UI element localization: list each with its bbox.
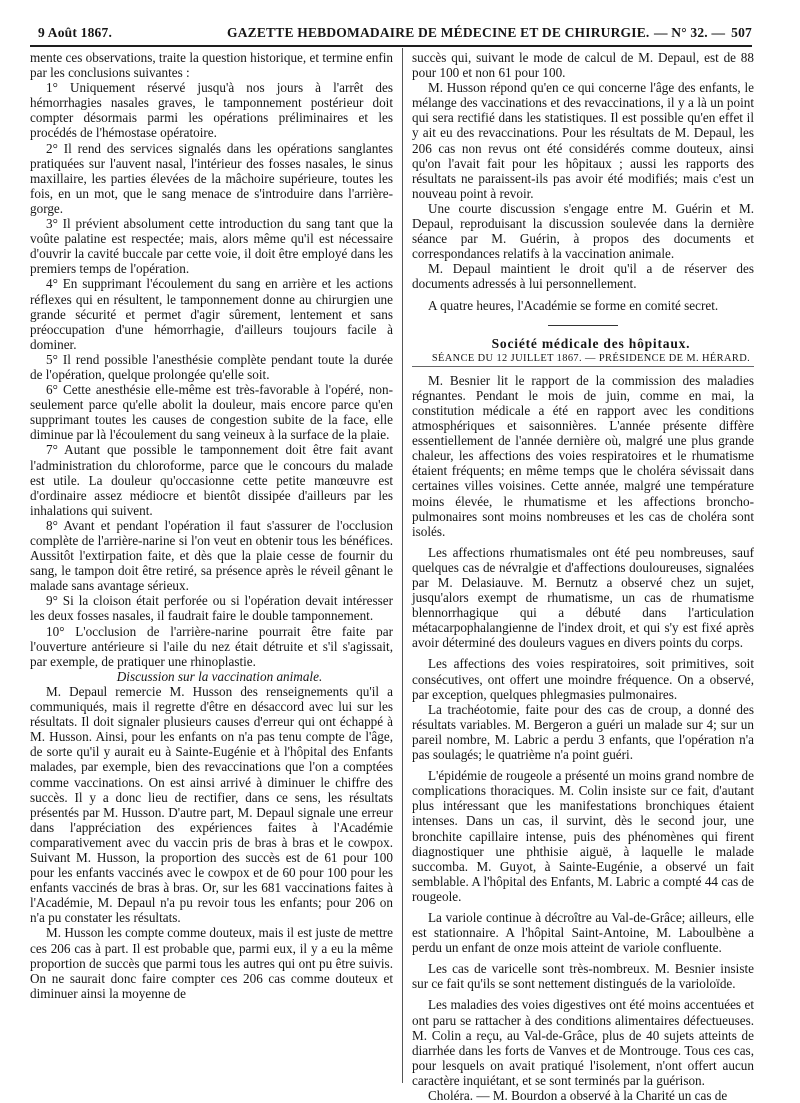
society-paragraph: La variole continue à décroître au Val-de-Grâce; ailleurs, elle est stationnaire. A l'hôpital Saint-Antoine, M. Laboulbène a perdu un enfant de onze mois atteint de variole confluente.	[412, 909, 754, 956]
header-date: 9 Août 1867.	[38, 25, 113, 40]
header-rule	[30, 45, 752, 47]
paragraph: M. Depaul maintient le droit qu'il a de réserver des documents adressés à lui personnellement.	[412, 261, 754, 292]
society-paragraph: Les affections des voies respiratoires, soit primitives, soit consécutives, ont offert une moindre fréquence. On a observé, par exception, quelques phlegmasies pulmonaires.	[412, 656, 754, 702]
paragraph: mente ces observations, traite la question historique, et termine enfin par les conclusions suivantes :	[30, 50, 393, 81]
conclusion-5: 5° Il rend possible l'anesthésie complète pendant toute la durée de l'opération, quelque prolongée qu'elle soit.	[30, 351, 393, 382]
conclusion-6: 6° Cette anesthésie elle-même est très-favorable à l'opéré, non-seulement parce qu'elle abolit la douleur, mais encore parce qu'en supprimant toutes les causes de congestion subite de la face, elle diminue par là l'écoulement du sang veineux à la surface de la plaie.	[30, 382, 393, 443]
conclusion-9: 9° Si la cloison était perforée ou si l'opération devait intéresser les deux fosses nasales, il faudrait faire le double tamponnement.	[30, 593, 393, 624]
paragraph: A quatre heures, l'Académie se forme en comité secret.	[428, 297, 719, 313]
conclusion-10: 10° L'occlusion de l'arrière-narine pourrait être faite par l'ouverture antérieure si l'aile du nez était détruite et s'il s'agissait, par exemple, de pratiquer une rhinoplastie.	[30, 623, 393, 669]
paragraph: succès qui, suivant le mode de calcul de M. Depaul, est de 88 pour 100 et non 61 pour 100.	[412, 50, 754, 81]
conclusion-2: 2° Il rend des services signalés dans les opérations sanglantes pratiquées sur l'auvent nasal, l'intérieur des fosses nasales, le sinus maxillaire, les parties élevées de la mâchoire supérieure, toutes les fois, en un mot, que le sang menace de s'introduire dans l'arrière-gorge.	[30, 140, 393, 216]
column-divider	[402, 48, 403, 1083]
conclusion-8: 8° Avant et pendant l'opération il faut s'assurer de l'occlusion complète de l'arrière-narine si l'on veut en obtenir tous les bénéfices. Aussitôt l'extirpation faite, et dès que la plaie cesse de fournir du sang, le tampon doit être retiré, sa présence après le réveil gênant le malade sans avantage sérieux.	[30, 517, 393, 594]
page-header	[30, 22, 752, 44]
section-subheading: Discussion sur la vaccination animale.	[116, 668, 323, 684]
paragraph: M. Husson répond qu'en ce qui concerne l'âge des enfants, le mélange des vaccinations et des revaccinations, il y a là un point qui sera rectifié dans les statistiques. Il est possible qu'en effet il y ait eu des revaccinations. Pour les résultats de M. Depaul, les 206 cas non revus ont été considérés comme douteux, ainsi qu'on l'avait fait pour les hôpitaux ; aussi les rapports des résultats ne paraissent-ils pas avoir été modifiés; mais c'est un nouveau point à revoir.	[412, 80, 754, 201]
society-paragraph: La trachéotomie, faite pour des cas de croup, a donné des résultats variables. M. Bergeron a guéri un malade sur 4; sur un pareil nombre, M. Labric a perdu 3 enfants, que l'opération n'a pas soulagés; le quatrième n'a point guéri.	[412, 701, 754, 763]
conclusion-7: 7° Autant que possible le tamponnement doit être fait avant l'administration du chloroforme, parce que le concours du malade est utile. La douleur qu'occasionne cette petite manœuvre est d'ordinaire assez médiocre et bientôt dissipée d'ailleurs par les inhalations qui suivent.	[30, 442, 393, 518]
society-paragraph: Choléra. — M. Bourdon a observé à la Charité un cas de	[428, 1088, 728, 1103]
header-page-number: 507	[731, 25, 752, 40]
right-column	[412, 50, 754, 1103]
society-paragraph: Les maladies des voies digestives ont été moins accentuées et ont paru se rattacher à des conditions alimentaires défectueuses. M. Colin a reçu, au Val-de-Grâce, plus de 40 sujets atteints de diarrhée dans les forts de Vanves et de Montrouge. Tous ces cas, pour lesquels on avait pratiqué l'isolement, n'ont offert aucun caractère inquiétant, et se sont terminés par la guérison.	[412, 997, 754, 1088]
society-paragraph: Les affections rhumatismales ont été peu nombreuses, sauf quelques cas de névralgie et d'affections douloureuses, signalées par M. Delasiauve. M. Bernutz a observé chez un sujet, jusqu'alors exempt de rhumatisme, un cas de rhumatisme blennorrhagique qui a débuté dans l'articulation métacarpophalangienne de l'index droit, et qui s'y est fixé après avoir déterminé des douleurs vagues en divers points du corps.	[412, 544, 754, 651]
society-paragraph: L'épidémie de rougeole a présenté un moins grand nombre de complications thoraciques. M. Colin insiste sur ce fait, d'autant plus intéressant que les manifestations bronchiques étaient intenses. Dans un cas, il survint, dès le second jour, une bronchite capillaire intense, puis des phénomènes qui firent diagnostiquer une phthisie aiguë, à laquelle le malade succomba. M. Guyot, à Sainte-Eugénie, a observé un fait semblable. A l'hôpital des Enfants, M. Labric a compté 44 cas de rougeole.	[412, 768, 754, 904]
seance-rule	[412, 366, 754, 367]
conclusion-3: 3° Il prévient absolument cette introduction du sang tant que la voûte palatine est respectée; mais, alors même qu'il est nécessaire d'ouvrir la cavité buccale par cette voie, il doit être employé dans les premiers temps de l'opération.	[30, 216, 393, 277]
header-issue-number: — N° 32. —	[654, 25, 726, 40]
society-paragraph: M. Besnier lit le rapport de la commission des maladies régnantes. Pendant le mois de juin, comme en mai, la constitution médicale a été en rapport avec les conditions atmosphériques et saisonnières. L'année présente diffère essentiellement de l'année dernière où, malgré une plus grande chaleur, les affections des voies respiratoires et le rhumatisme étaient fréquents; en même temps que le choléra sévissait dans certaines villes voisines. Cette année, malgré une température moins élevée, le rhumatisme et les affections broncho-pulmonaires sont moins nombreuses et les cas de choléra sont isolés.	[412, 372, 754, 539]
paragraph: Une courte discussion s'engage entre M. Guérin et M. Depaul, reproduisant la discussion soulevée dans la dernière séance par M. Guérin, à propos des documents et correspondances relatifs à la vaccination animale.	[412, 200, 754, 262]
left-column	[30, 50, 393, 1082]
discussion-paragraph: M. Depaul remercie M. Husson des renseignements qu'il a communiqués, mais il regrette d'être en désaccord avec lui sur les résultats. Il doit signaler plusieurs causes d'erreur qui ont échappé à M. Husson. Ainsi, pour les enfants on n'a pas tenu compte de l'âge, de sorte qu'il y aurait eu à Sainte-Eugénie et à l'hôpital des Enfants malades, par exemple, bien des revaccinations que l'on a comptées comme vaccinations. On est ainsi arrivé à diminuer le chiffre des succès. Il y a donc lieu de rectifier, dans ce sens, les résultats présentés par M. Husson. D'autre part, M. Depaul signale une erreur dans l'appréciation des expériences faites à l'Académie comparativement avec du vaccin pris de bras à bras et le cowpox. Suivant M. Husson, la proportion des succès est de 61 pour 100 pour les enfants vaccinés avec le cowpox et de 60 pour 100 pour les enfants vaccinés de bras à bras. Or, sur les 681 vaccinations faites à l'Académie, M. Depaul n'a pu revoir tous les enfants; pour 206 on n'a pu constater les résultats.	[30, 683, 393, 926]
header-title: GAZETTE HEBDOMADAIRE DE MÉDECINE ET DE CHIRURGIE.	[227, 25, 650, 40]
seance-line: SÉANCE DU 12 JUILLET 1867. — PRÉSIDENCE DE M. HÉRARD.	[431, 352, 751, 364]
discussion-paragraph: M. Husson les compte comme douteux, mais il est juste de mettre ces 206 cas à part. Il est probable que, parmi eux, il y a eu la même proportion de succès que parmi tous les autres qui ont pu être suivis. On ne saurait donc faire compter ces 206 cas comme douteux et diminuer ainsi la moyenne de	[30, 925, 393, 1001]
conclusion-1: 1° Uniquement réservé jusqu'à nos jours à l'arrêt des hémorrhagies nasales graves, le tamponnement postérieur doit compter désormais parmi les opérations préliminaires et les procédés de l'hémostase opératoire.	[30, 80, 393, 141]
conclusion-4: 4° En supprimant l'écoulement du sang en arrière et les actions réflexes qui en résultent, le tamponnement donne au chirurgien une grande sécurité et permet d'agir sûrement, lentement et sans préoccupation d'une hémorrhagie, d'ailleurs toujours facile à dominer.	[30, 276, 393, 352]
section-rule	[548, 325, 618, 326]
society-paragraph: Les cas de varicelle sont très-nombreux. M. Besnier insiste sur ce fait qu'ils se sont nettement distingués de la varioloïde.	[412, 961, 754, 992]
society-title: Société médicale des hôpitaux.	[491, 335, 691, 351]
